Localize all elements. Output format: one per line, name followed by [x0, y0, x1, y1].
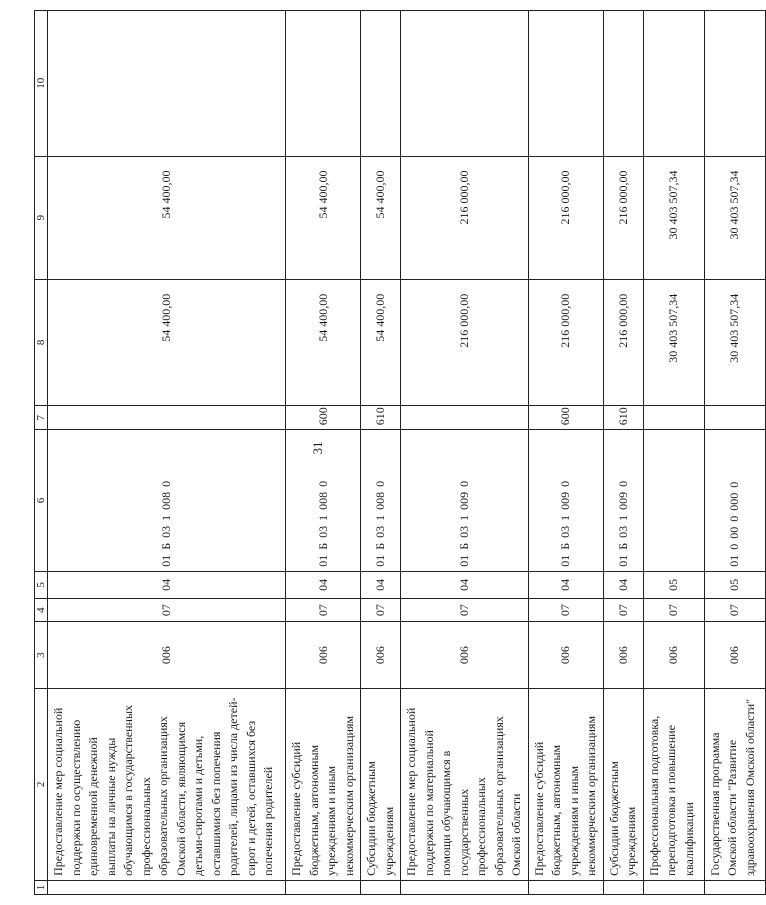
col10-cell [704, 11, 765, 157]
col-number: 9 [35, 156, 48, 279]
expense-type-code [704, 406, 765, 430]
col-number: 10 [35, 11, 48, 157]
target-article-code: 01 Б 03 1 009 0 [603, 430, 643, 571]
target-article-code: 01 Б 03 1 009 0 [528, 430, 603, 571]
table-row [528, 11, 603, 895]
amount-col9: 54 400,00 [48, 156, 286, 279]
row-index-cell [528, 880, 603, 894]
col10-cell [603, 11, 643, 157]
amount-col9: 30 403 507,34 [704, 156, 765, 279]
section-code: 07 [48, 599, 286, 622]
ministry-code: 006 [528, 622, 603, 689]
subsection-code: 04 [401, 571, 529, 598]
expense-type-code [643, 406, 704, 430]
rotated-page [34, 10, 757, 895]
col-number: 2 [35, 688, 48, 880]
subsection-code: 04 [286, 571, 361, 598]
target-article-code: 01 Б 03 1 009 0 [401, 430, 529, 571]
expense-name: Предоставление субсидий бюджетным, автономным учреждениям и иным некоммерческим организациям [528, 688, 603, 880]
ministry-code: 006 [286, 622, 361, 689]
target-article-code: 01 0 00 0 000 0 [704, 430, 765, 571]
row-index-cell [704, 880, 765, 894]
col-number: 8 [35, 279, 48, 405]
amount-col9: 216 000,00 [603, 156, 643, 279]
budget-table [34, 10, 766, 895]
amount-col8: 216 000,00 [401, 279, 529, 405]
table-row [48, 11, 286, 895]
col-number: 6 [35, 430, 48, 571]
expense-name: Предоставление мер социальной поддержки по материальной помощи обучающимся в государственных профессиональных образовательных организациях Омской области [401, 688, 529, 880]
amount-col8: 54 400,00 [286, 279, 361, 405]
page-number: 31 [310, 441, 325, 455]
row-index-cell [401, 880, 529, 894]
expense-type-code: 600 [528, 406, 603, 430]
row-index-cell [603, 880, 643, 894]
expense-type-code [401, 406, 529, 430]
amount-col9: 30 403 507,34 [643, 156, 704, 279]
amount-col9: 54 400,00 [286, 156, 361, 279]
target-article-code: 01 Б 03 1 008 0 [361, 430, 401, 571]
col10-cell [401, 11, 529, 157]
section-code: 07 [401, 599, 529, 622]
expense-name: Предоставление мер социальной поддержки по осуществлению единовременной денежной выплаты на личные нужды обучающимся в государственных профессиональных образовательных организациях Омской области, являющимся детьми-сиротами и детьми, оставшимися без попечения родителей, лицами из числа детей-сирот и детей, оставшихся без попечения родителей [48, 688, 286, 880]
section-code: 07 [528, 599, 603, 622]
subsection-code: 05 [704, 571, 765, 598]
expense-type-code: 610 [361, 406, 401, 430]
col-number: 1 [35, 880, 48, 894]
col10-cell [286, 11, 361, 157]
section-code: 07 [643, 599, 704, 622]
col-number: 3 [35, 622, 48, 689]
ministry-code: 006 [361, 622, 401, 689]
expense-type-code: 600 [286, 406, 361, 430]
amount-col8: 30 403 507,34 [704, 279, 765, 405]
section-code: 07 [704, 599, 765, 622]
amount-col9: 216 000,00 [528, 156, 603, 279]
amount-col9: 54 400,00 [361, 156, 401, 279]
expense-name: Государственная программа Омской области "Развитие здравоохранения Омской области" [704, 688, 765, 880]
amount-col8: 54 400,00 [48, 279, 286, 405]
col10-cell [361, 11, 401, 157]
row-index-cell [643, 880, 704, 894]
table-row [603, 11, 643, 895]
section-code: 07 [286, 599, 361, 622]
table-row [361, 11, 401, 895]
amount-col8: 30 403 507,34 [643, 279, 704, 405]
ministry-code: 006 [401, 622, 529, 689]
target-article-code: 01 Б 03 1 008 0 [286, 430, 361, 571]
target-article-code: 01 Б 03 1 008 0 [48, 430, 286, 571]
target-article-code [643, 430, 704, 571]
section-code: 07 [361, 599, 401, 622]
col10-cell [528, 11, 603, 157]
table-row [704, 11, 765, 895]
amount-col9: 216 000,00 [401, 156, 529, 279]
subsection-code: 04 [361, 571, 401, 598]
row-index-cell [286, 880, 361, 894]
row-index-cell [361, 880, 401, 894]
expense-name: Профессиональная подготовка, переподготовка и повышение квалификации [643, 688, 704, 880]
expense-type-code: 610 [603, 406, 643, 430]
subsection-code: 04 [48, 571, 286, 598]
section-code: 07 [603, 599, 643, 622]
expense-name: Субсидии бюджетным учреждениям [361, 688, 401, 880]
subsection-code: 04 [603, 571, 643, 598]
col-number: 4 [35, 599, 48, 622]
ministry-code: 006 [48, 622, 286, 689]
col-number: 5 [35, 571, 48, 598]
amount-col8: 216 000,00 [603, 279, 643, 405]
ministry-code: 006 [643, 622, 704, 689]
ministry-code: 006 [603, 622, 643, 689]
column-numbers-row [35, 11, 48, 895]
subsection-code: 04 [528, 571, 603, 598]
table-row [401, 11, 529, 895]
ministry-code: 006 [704, 622, 765, 689]
table-row [643, 11, 704, 895]
table-row [286, 11, 361, 895]
amount-col8: 54 400,00 [361, 279, 401, 405]
col-number: 7 [35, 406, 48, 430]
subsection-code: 05 [643, 571, 704, 598]
row-index-cell [48, 880, 286, 894]
col10-cell [643, 11, 704, 157]
amount-col8: 216 000,00 [528, 279, 603, 405]
expense-type-code [48, 406, 286, 430]
expense-name: Субсидии бюджетным учреждениям [603, 688, 643, 880]
expense-name: Предоставление субсидий бюджетным, автономным учреждениям и иным некоммерческим организациям [286, 688, 361, 880]
col10-cell [48, 11, 286, 157]
